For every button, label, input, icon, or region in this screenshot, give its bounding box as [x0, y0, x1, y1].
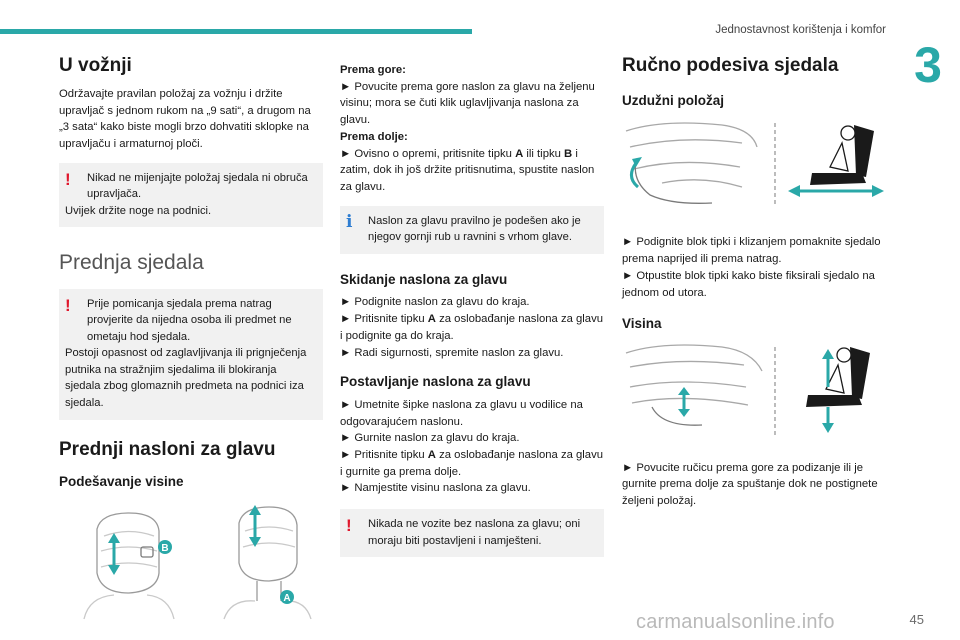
heading-manual-seats: Ručno podesiva sjedala [622, 55, 839, 76]
info-box-headrest [340, 206, 604, 254]
warning-box-seats [59, 289, 323, 420]
up-down-arrow-icon [108, 533, 120, 575]
warning-text: Nikada ne vozite bez naslona za glavu; oni moraju biti postavljeni i namješteni. [368, 518, 581, 547]
heading-removal: Skidanje naslona za glavu [340, 271, 508, 287]
label-down: Prema dolje: [340, 130, 408, 143]
longitudinal-step: ► Podignite blok tipki i klizanjem pomaknite sjedalo prema naprijed ili prema natrag. [622, 236, 881, 266]
page-number: 45 [909, 612, 924, 627]
subheading-height: Podešavanje visine [59, 474, 184, 490]
warning-box-no-headrest [340, 509, 604, 557]
seat-silhouette-icon [806, 347, 870, 407]
warning-text: Nikad ne mijenjajte položaj sjedala ni obruča upravljača. [87, 171, 308, 201]
install-step: ► Pritisnite tipku A za oslobađanje naslona za glavu i gurnite ga prema dolje. [340, 449, 604, 478]
up-down-arrow-icon [249, 505, 261, 547]
install-step: ► Umetnite šipke naslona za glavu u vodilice na odgovarajućem naslonu. [340, 398, 583, 428]
intro-paragraph: Održavajte pravilan položaj za vožnju i držite upravljač s jednom rukom na „9 sati“, a drugom na „3 sata“ kako biste mogli brzo dohvatiti sklopke na upravljaču i armaturnoj ploči. [59, 87, 311, 150]
text-down: ► Ovisno o opremi, pritisnite tipku A ili tipku B i zatim, dok ih još držite pritisnutima, spustite naslon za glavu. [340, 147, 595, 194]
button-b-label: B [161, 542, 169, 554]
info-icon: i [346, 211, 353, 232]
heading-headrests: Prednji nasloni za glavu [59, 438, 276, 460]
warning-icon: ! [65, 295, 71, 315]
button-a-label: A [283, 592, 291, 604]
height-illustration [622, 341, 886, 437]
column-left [59, 55, 323, 626]
seat-lever-drawing [626, 345, 762, 425]
install-step: ► Gurnite naslon za glavu do kraja. [340, 432, 520, 445]
text-up: ► Povucite prema gore naslon za glavu na željenu visinu; mora se čuti klik uglavljivanja naslona za glavu. [340, 80, 595, 127]
watermark: carmanualsonline.info [636, 611, 835, 633]
chapter-number: 3 [914, 37, 942, 93]
running-header: Jednostavnost korištenja i komfor [715, 24, 886, 36]
longitudinal-step: ► Otpustite blok tipki kako biste fiksirali sjedalo na jednom od utora. [622, 269, 875, 299]
headrest-illustration [59, 501, 323, 621]
height-step: ► Povucite ručicu prema gore za podizanje ili je gurnite prema dolje za spuštanje dok ne postignete željeni položaj. [622, 461, 878, 508]
headrest-right-drawing [224, 507, 311, 619]
subheading-height: Visina [622, 316, 662, 332]
column-right [622, 55, 886, 510]
longitudinal-illustration [622, 117, 886, 209]
headrest-left-drawing [84, 513, 174, 619]
section-heading-front-seats: Prednja sjedala [59, 251, 204, 275]
subheading-longitudinal: Uzdužni položaj [622, 92, 724, 108]
column-middle [340, 62, 604, 557]
label-up: Prema gore: [340, 64, 406, 76]
install-step: ► Namjestite visinu naslona za glavu. [340, 482, 531, 495]
warning-icon: ! [346, 516, 352, 536]
up-down-arrow-icon [678, 387, 690, 417]
removal-step: ► Pritisnite tipku A za oslobađanje naslona za glavu i podignite ga do kraja. [340, 313, 604, 342]
header-accent-bar [0, 29, 472, 34]
warning-text-2: Uvijek držite noge na podnici. [65, 204, 212, 217]
warning-icon: ! [65, 169, 71, 189]
rotate-arrow-icon [631, 163, 638, 187]
removal-step: ► Radi sigurnosti, spremite naslon za glavu. [340, 346, 564, 359]
removal-step: ► Podignite naslon za glavu do kraja. [340, 296, 530, 309]
warning-box-driving [59, 163, 323, 228]
heading-install: Postavljanje naslona za glavu [340, 374, 531, 390]
warning-text: Prije pomicanja sjedala prema natrag provjerite da nijedna osoba ili predmet ne ometaju hod sjedala. [87, 297, 292, 343]
heading-u-voznji: U vožnji [59, 55, 132, 76]
seat-lever-drawing [626, 123, 757, 203]
left-right-arrow-icon [788, 185, 884, 197]
seat-silhouette-icon [810, 125, 874, 185]
warning-text-2: Postoji opasnost od zaglavljivanja ili prignječenja putnika na stražnjim sjedalima ili blokiranja sjedala zbog glomaznih predmeta na podnici iza sjedala. [65, 347, 307, 410]
info-text: Naslon za glavu pravilno je podešen ako je njegov gornji rub u ravnini s vrhom glave. [368, 214, 581, 244]
